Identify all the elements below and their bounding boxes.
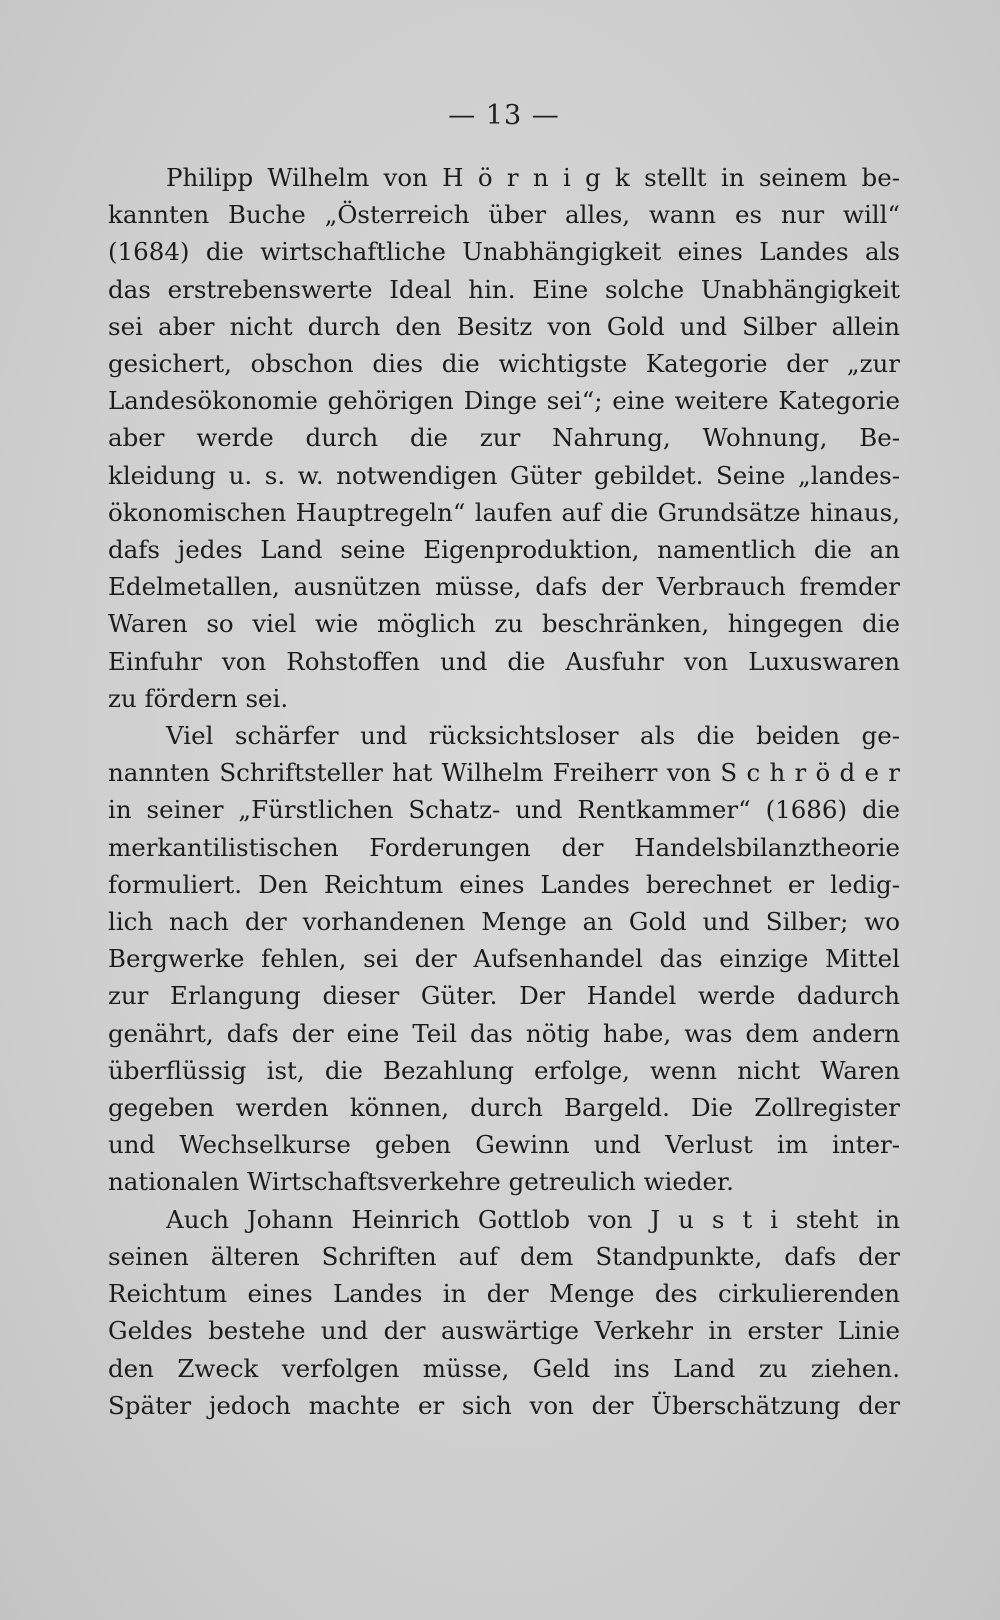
- text-line: zu fördern sei.: [108, 683, 289, 713]
- text-line: Einfuhr von Rohstoffen und die Ausfuhr von Luxuswaren: [108, 646, 900, 676]
- text-line: gesichert, obschon dies die wichtigste Kategorie der „zur: [108, 349, 900, 379]
- text-line: Auch Johann Heinrich Gottlob von J u s t i steht in: [166, 1204, 900, 1234]
- text-line: Landesökonomie gehörigen Dinge sei“; eine weitere Kategorie: [108, 386, 900, 416]
- text-line: dafs jedes Land seine Eigenproduktion, namentlich die an: [108, 535, 900, 565]
- text-line: und Wechselkurse geben Gewinn und Verlust im inter-: [108, 1130, 900, 1160]
- text-line: den Zweck verfolgen müsse, Geld ins Land zu ziehen.: [108, 1353, 900, 1383]
- paragraph-schroeder: [108, 717, 900, 1201]
- text-line: Später jedoch machte er sich von der Überschätzung der: [108, 1390, 900, 1420]
- text-line: gegeben werden können, durch Bargeld. Die Zollregister: [108, 1093, 900, 1123]
- page-number: — 13 —: [448, 100, 560, 131]
- text-line: Viel schärfer und rücksichtsloser als die beiden ge-: [166, 721, 900, 751]
- text-line: lich nach der vorhandenen Menge an Gold und Silber; wo: [108, 907, 900, 937]
- text-line: nannten Schriftsteller hat Wilhelm Freiherr von S c h r ö d e r: [108, 758, 900, 788]
- text-line: (1684) die wirtschaftliche Unabhängigkeit eines Landes als: [108, 237, 900, 267]
- text-line: Reichtum eines Landes in der Menge des cirkulierenden: [108, 1279, 900, 1309]
- text-line: in seiner „Fürstlichen Schatz- und Rentkammer“ (1686) die: [108, 795, 900, 825]
- text-line: kleidung u. s. w. notwendigen Güter gebildet. Seine „landes-: [108, 460, 900, 490]
- text-line: nationalen Wirtschaftsverkehre getreulich wieder.: [108, 1167, 734, 1197]
- text-line: ökonomischen Hauptregeln“ laufen auf die Grundsätze hinaus,: [108, 497, 900, 527]
- text-line: genährt, dafs der eine Teil das nötig habe, was dem andern: [108, 1018, 900, 1048]
- text-line: kannten Buche „Österreich über alles, wann es nur will“: [108, 200, 900, 230]
- text-line: formuliert. Den Reichtum eines Landes berechnet er ledig-: [108, 869, 900, 899]
- text-line: seinen älteren Schriften auf dem Standpunkte, dafs der: [108, 1241, 900, 1271]
- text-line: Geldes bestehe und der auswärtige Verkehr in erster Linie: [108, 1316, 900, 1346]
- paragraph-hoernigk: [108, 159, 900, 717]
- text-line: Waren so viel wie möglich zu beschränken, hingegen die: [108, 609, 900, 639]
- text-line: Bergwerke fehlen, sei der Aufsenhandel das einzige Mittel: [108, 944, 900, 974]
- text-line: sei aber nicht durch den Besitz von Gold und Silber allein: [108, 311, 900, 341]
- text-line: überflüssig ist, die Bezahlung erfolge, wenn nicht Waren: [108, 1055, 900, 1085]
- text-line: zur Erlangung dieser Güter. Der Handel werde dadurch: [108, 981, 900, 1011]
- text-line: Edelmetallen, ausnützen müsse, dafs der Verbrauch fremder: [108, 572, 900, 602]
- text-line: merkantilistischen Forderungen der Handelsbilanztheorie: [108, 832, 900, 862]
- paragraph-justi: [108, 1201, 900, 1424]
- text-line: Philipp Wilhelm von H ö r n i g k stellt in seinem be-: [166, 163, 900, 192]
- text-line: aber werde durch die zur Nahrung, Wohnung, Be-: [108, 423, 900, 453]
- text-line: das erstrebenswerte Ideal hin. Eine solche Unabhängigkeit: [108, 274, 900, 304]
